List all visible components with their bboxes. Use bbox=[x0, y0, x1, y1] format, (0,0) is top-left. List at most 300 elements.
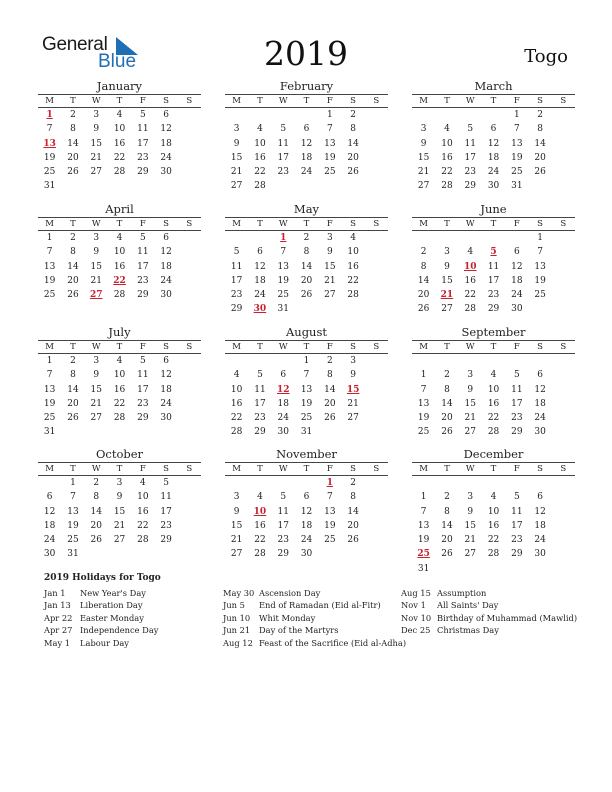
weekday-label: M bbox=[45, 342, 54, 352]
day-cell: 17 bbox=[511, 398, 523, 409]
holiday-date: Jun 21 bbox=[223, 625, 251, 636]
day-cell: 10 bbox=[113, 370, 126, 381]
day-cell: 6 bbox=[303, 492, 310, 503]
day-cell: 16 bbox=[254, 152, 266, 163]
day-cell: 12 bbox=[160, 247, 172, 258]
day-cell: 18 bbox=[160, 261, 172, 272]
day-cell: 10 bbox=[113, 247, 126, 258]
holiday-day-cell: 10 bbox=[253, 506, 267, 517]
day-cell: 7 bbox=[537, 247, 543, 258]
day-cell: 13 bbox=[43, 261, 56, 272]
empty-day-cell bbox=[248, 108, 271, 122]
day-cell: 12 bbox=[300, 506, 313, 517]
weekday-label: M bbox=[419, 464, 428, 474]
day-cell: 16 bbox=[113, 138, 126, 149]
day-cell: 3 bbox=[93, 356, 100, 366]
weekday-label: T bbox=[490, 96, 497, 106]
day-cell: 8 bbox=[326, 370, 333, 381]
day-cell: 3 bbox=[467, 492, 474, 503]
weekday-label: T bbox=[70, 464, 76, 474]
day-cell: 7 bbox=[420, 384, 427, 395]
holiday-date: Jun 5 bbox=[223, 600, 245, 611]
holiday-entry bbox=[44, 587, 230, 599]
holiday-date: Jun 10 bbox=[223, 612, 251, 623]
day-cell: 18 bbox=[160, 384, 172, 395]
empty-day-cell bbox=[482, 108, 505, 122]
month-name: January bbox=[96, 79, 143, 93]
day-cell: 26 bbox=[67, 290, 79, 301]
weekday-label: T bbox=[303, 342, 310, 352]
weekday-label: S bbox=[560, 96, 567, 106]
holiday-date: May 30 bbox=[223, 588, 255, 598]
day-cell: 11 bbox=[277, 506, 289, 517]
day-cell: 19 bbox=[277, 275, 289, 286]
day-cell: 19 bbox=[67, 520, 79, 531]
holiday-entry bbox=[401, 599, 587, 611]
day-cell: 11 bbox=[160, 492, 172, 503]
day-cell: 15 bbox=[417, 152, 430, 163]
weekday-label: T bbox=[490, 464, 497, 474]
holiday-date: Aug 15 bbox=[401, 588, 431, 598]
day-cell: 15 bbox=[113, 506, 126, 517]
day-cell: 23 bbox=[254, 413, 266, 424]
weekday-label: W bbox=[91, 96, 101, 106]
day-cell: 2 bbox=[537, 110, 543, 120]
weekday-label: S bbox=[537, 464, 543, 474]
day-cell: 30 bbox=[487, 181, 500, 192]
holiday-day-cell: 27 bbox=[89, 290, 103, 301]
day-cell: 29 bbox=[487, 304, 500, 315]
day-cell: 20 bbox=[67, 152, 79, 163]
weekday-label: S bbox=[163, 342, 169, 352]
day-cell: 19 bbox=[43, 275, 56, 286]
weekday-header bbox=[225, 94, 388, 108]
day-cell: 14 bbox=[67, 384, 79, 395]
weekday-label: F bbox=[139, 219, 146, 229]
day-cell: 3 bbox=[93, 110, 100, 120]
holiday-name: Feast of the Sacrifice (Eid al-Adha) bbox=[259, 637, 407, 648]
holiday-name: All Saints' Day bbox=[437, 600, 499, 611]
empty-day-cell bbox=[459, 354, 482, 368]
day-cell: 13 bbox=[511, 138, 523, 149]
weekday-label: S bbox=[186, 96, 193, 106]
day-cell: 17 bbox=[277, 152, 289, 163]
holiday-date: Nov 1 bbox=[401, 600, 426, 611]
empty-day-cell bbox=[435, 108, 458, 122]
weekday-label: W bbox=[465, 342, 475, 352]
holiday-name: Labour Day bbox=[80, 637, 129, 648]
weekday-label: S bbox=[186, 464, 193, 474]
day-cell: 30 bbox=[511, 304, 523, 315]
weekday-header bbox=[225, 217, 388, 231]
day-cell: 30 bbox=[43, 549, 56, 560]
day-cell: 18 bbox=[511, 275, 523, 286]
holiday-entry bbox=[223, 587, 409, 599]
holiday-name: New Year's Day bbox=[80, 588, 146, 598]
weekday-label: S bbox=[350, 342, 356, 352]
day-cell: 5 bbox=[513, 492, 520, 503]
day-cell: 18 bbox=[300, 152, 313, 163]
weekday-label: F bbox=[139, 464, 146, 474]
day-cell: 19 bbox=[300, 398, 313, 409]
day-cell: 3 bbox=[233, 124, 240, 135]
weekday-label: T bbox=[257, 464, 263, 474]
day-cell: 24 bbox=[160, 398, 172, 409]
day-cell: 21 bbox=[417, 167, 430, 178]
weekday-label: F bbox=[139, 96, 146, 106]
day-cell: 21 bbox=[347, 398, 359, 409]
day-cell: 2 bbox=[303, 233, 310, 243]
weekday-label: M bbox=[45, 464, 54, 474]
day-cell: 22 bbox=[254, 535, 266, 546]
day-cell: 7 bbox=[46, 124, 53, 135]
day-cell: 3 bbox=[420, 124, 427, 135]
day-cell: 13 bbox=[300, 384, 313, 395]
day-cell: 16 bbox=[230, 398, 243, 409]
day-cell: 29 bbox=[160, 535, 172, 546]
weekday-label: W bbox=[91, 219, 101, 229]
day-cell: 14 bbox=[90, 506, 102, 517]
weekday-label: S bbox=[560, 219, 567, 229]
day-cell: 25 bbox=[511, 167, 523, 178]
day-cell: 8 bbox=[70, 247, 76, 258]
weekday-label: S bbox=[537, 219, 543, 229]
day-cell: 29 bbox=[511, 427, 523, 438]
month-name: October bbox=[95, 447, 144, 461]
day-cell: 12 bbox=[534, 506, 546, 517]
empty-day-cell bbox=[248, 231, 271, 245]
empty-day-cell bbox=[505, 231, 528, 245]
day-cell: 5 bbox=[139, 233, 146, 243]
day-cell: 4 bbox=[139, 478, 146, 488]
day-cell: 16 bbox=[347, 261, 359, 272]
day-cell: 20 bbox=[67, 398, 79, 409]
day-cell: 19 bbox=[43, 152, 56, 163]
weekday-label: S bbox=[163, 96, 169, 106]
day-cell: 23 bbox=[137, 275, 149, 286]
day-cell: 26 bbox=[417, 304, 430, 315]
month-october bbox=[38, 447, 201, 562]
month-name: May bbox=[293, 202, 320, 216]
day-cell: 7 bbox=[303, 370, 310, 381]
day-cell: 24 bbox=[300, 167, 313, 178]
day-cell: 4 bbox=[116, 356, 123, 366]
weekday-label: F bbox=[326, 464, 333, 474]
day-cell: 1 bbox=[326, 110, 333, 120]
month-july bbox=[38, 325, 201, 440]
day-cell: 11 bbox=[511, 384, 523, 395]
month-march bbox=[412, 79, 575, 194]
holiday-date: Apr 27 bbox=[44, 625, 73, 636]
holiday-name: Whit Monday bbox=[259, 612, 316, 623]
day-cell: 15 bbox=[90, 384, 102, 395]
day-cell: 6 bbox=[513, 247, 520, 258]
empty-day-cell bbox=[435, 354, 458, 368]
weekday-header bbox=[38, 462, 201, 476]
day-cell: 2 bbox=[420, 247, 427, 258]
holiday-day-cell: 21 bbox=[440, 290, 454, 301]
empty-day-cell bbox=[435, 231, 458, 245]
weekday-label: S bbox=[373, 464, 380, 474]
day-cell: 20 bbox=[441, 535, 453, 546]
day-cell: 31 bbox=[417, 563, 430, 574]
day-cell: 8 bbox=[70, 124, 76, 135]
day-cell: 6 bbox=[46, 492, 53, 503]
day-cell: 2 bbox=[93, 478, 100, 488]
day-cell: 26 bbox=[90, 535, 102, 546]
month-name: June bbox=[480, 202, 507, 216]
month-november bbox=[225, 447, 388, 562]
day-cell: 9 bbox=[444, 261, 450, 272]
day-cell: 24 bbox=[160, 275, 172, 286]
day-cell: 11 bbox=[137, 247, 149, 258]
day-cell: 3 bbox=[93, 233, 100, 243]
empty-day-cell bbox=[505, 476, 528, 490]
weekday-header bbox=[412, 217, 575, 231]
day-cell: 3 bbox=[467, 370, 474, 381]
day-cell: 19 bbox=[417, 413, 430, 424]
day-cell: 4 bbox=[116, 110, 123, 120]
day-cell: 16 bbox=[487, 520, 500, 531]
day-cell: 30 bbox=[160, 167, 172, 178]
day-grid bbox=[38, 476, 201, 562]
day-cell: 13 bbox=[43, 384, 56, 395]
day-cell: 4 bbox=[490, 492, 497, 503]
day-cell: 27 bbox=[113, 535, 126, 546]
day-cell: 14 bbox=[534, 138, 546, 149]
day-cell: 13 bbox=[534, 261, 546, 272]
day-cell: 26 bbox=[347, 535, 359, 546]
empty-day-cell bbox=[225, 231, 248, 245]
day-cell: 14 bbox=[67, 138, 79, 149]
weekday-label: S bbox=[373, 219, 380, 229]
day-cell: 8 bbox=[93, 492, 100, 503]
holiday-date: Jan 1 bbox=[44, 588, 66, 598]
day-cell: 24 bbox=[511, 290, 523, 301]
day-cell: 21 bbox=[90, 398, 102, 409]
day-grid bbox=[412, 108, 575, 194]
day-cell: 11 bbox=[277, 138, 289, 149]
day-cell: 21 bbox=[464, 413, 476, 424]
day-cell: 21 bbox=[230, 535, 243, 546]
day-cell: 10 bbox=[113, 124, 126, 135]
day-cell: 5 bbox=[513, 370, 520, 381]
month-name: August bbox=[285, 325, 327, 339]
weekday-label: T bbox=[70, 342, 76, 352]
holiday-day-cell: 13 bbox=[43, 138, 56, 149]
day-cell: 1 bbox=[46, 356, 53, 366]
weekday-label: T bbox=[490, 342, 497, 352]
day-cell: 8 bbox=[537, 124, 543, 135]
day-cell: 4 bbox=[257, 492, 263, 503]
day-grid bbox=[412, 231, 575, 317]
weekday-label: T bbox=[116, 96, 123, 106]
day-cell: 1 bbox=[303, 356, 310, 366]
day-cell: 19 bbox=[324, 520, 336, 531]
day-cell: 13 bbox=[324, 506, 336, 517]
day-cell: 8 bbox=[444, 506, 450, 517]
weekday-label: W bbox=[91, 342, 101, 352]
day-cell: 29 bbox=[277, 549, 289, 560]
empty-day-cell bbox=[412, 108, 435, 122]
day-cell: 4 bbox=[444, 124, 450, 135]
weekday-label: T bbox=[257, 342, 263, 352]
day-cell: 7 bbox=[420, 506, 427, 517]
day-cell: 3 bbox=[350, 356, 356, 366]
day-cell: 17 bbox=[277, 520, 289, 531]
day-cell: 15 bbox=[324, 261, 336, 272]
day-grid bbox=[225, 231, 388, 317]
weekday-label: T bbox=[444, 464, 450, 474]
empty-day-cell bbox=[528, 476, 551, 490]
holiday-entry bbox=[223, 637, 409, 649]
weekday-label: S bbox=[163, 464, 169, 474]
month-name: March bbox=[474, 79, 513, 93]
day-cell: 25 bbox=[417, 427, 430, 438]
day-cell: 9 bbox=[233, 506, 240, 517]
weekday-label: S bbox=[560, 464, 567, 474]
day-cell: 1 bbox=[420, 492, 427, 503]
holiday-name: Assumption bbox=[437, 588, 487, 598]
day-cell: 16 bbox=[441, 152, 453, 163]
weekday-label: F bbox=[326, 342, 333, 352]
weekday-header bbox=[412, 462, 575, 476]
month-name: December bbox=[463, 447, 524, 461]
holiday-day-cell: 1 bbox=[280, 233, 287, 243]
weekday-label: S bbox=[537, 342, 543, 352]
day-cell: 6 bbox=[163, 233, 169, 243]
holiday-name: Christmas Day bbox=[437, 625, 499, 636]
day-cell: 9 bbox=[467, 384, 474, 395]
day-cell: 27 bbox=[230, 181, 243, 192]
day-cell: 31 bbox=[43, 181, 56, 192]
day-cell: 12 bbox=[300, 138, 313, 149]
day-cell: 14 bbox=[67, 261, 79, 272]
day-cell: 17 bbox=[137, 261, 149, 272]
day-cell: 9 bbox=[233, 138, 240, 149]
day-cell: 19 bbox=[324, 152, 336, 163]
day-cell: 27 bbox=[441, 304, 453, 315]
day-cell: 9 bbox=[326, 247, 333, 258]
day-cell: 23 bbox=[511, 535, 523, 546]
empty-day-cell bbox=[225, 476, 248, 490]
day-cell: 18 bbox=[534, 398, 546, 409]
day-cell: 11 bbox=[487, 261, 500, 272]
day-cell: 25 bbox=[43, 167, 56, 178]
day-cell: 31 bbox=[43, 427, 56, 438]
day-cell: 21 bbox=[90, 152, 102, 163]
weekday-label: M bbox=[419, 96, 428, 106]
day-cell: 18 bbox=[254, 275, 266, 286]
holiday-day-cell: 25 bbox=[417, 549, 430, 560]
weekday-label: M bbox=[419, 342, 428, 352]
day-cell: 30 bbox=[300, 549, 313, 560]
empty-day-cell bbox=[225, 354, 248, 368]
day-cell: 7 bbox=[46, 247, 53, 258]
holiday-day-cell: 10 bbox=[463, 261, 477, 272]
day-cell: 27 bbox=[464, 427, 476, 438]
day-cell: 6 bbox=[163, 110, 169, 120]
holiday-name: Ascension Day bbox=[259, 588, 321, 598]
day-cell: 25 bbox=[67, 535, 79, 546]
day-cell: 25 bbox=[324, 535, 336, 546]
day-cell: 13 bbox=[277, 261, 289, 272]
holidays-title: 2019 Holidays for Togo bbox=[44, 573, 161, 583]
day-cell: 7 bbox=[280, 247, 287, 258]
day-cell: 23 bbox=[464, 167, 476, 178]
day-cell: 10 bbox=[441, 138, 453, 149]
holiday-day-cell: 30 bbox=[253, 304, 267, 315]
day-cell: 21 bbox=[324, 275, 336, 286]
day-cell: 2 bbox=[444, 492, 450, 503]
holiday-date: May 1 bbox=[44, 637, 71, 648]
day-cell: 22 bbox=[441, 167, 453, 178]
weekday-label: T bbox=[444, 342, 450, 352]
weekday-label: M bbox=[419, 219, 428, 229]
day-cell: 29 bbox=[254, 427, 266, 438]
month-name: April bbox=[105, 202, 134, 216]
day-cell: 22 bbox=[487, 535, 500, 546]
day-cell: 3 bbox=[116, 478, 123, 488]
month-name: November bbox=[276, 447, 337, 461]
day-cell: 19 bbox=[43, 398, 56, 409]
day-cell: 17 bbox=[511, 520, 523, 531]
day-cell: 25 bbox=[534, 290, 546, 301]
day-cell: 26 bbox=[441, 427, 453, 438]
day-cell: 21 bbox=[464, 535, 476, 546]
weekday-header bbox=[38, 340, 201, 354]
day-cell: 6 bbox=[537, 370, 543, 381]
day-cell: 14 bbox=[347, 506, 359, 517]
month-august bbox=[225, 325, 388, 440]
day-grid bbox=[412, 354, 575, 440]
day-cell: 11 bbox=[137, 370, 149, 381]
day-cell: 28 bbox=[254, 549, 266, 560]
day-cell: 11 bbox=[464, 138, 476, 149]
day-cell: 25 bbox=[324, 167, 336, 178]
weekday-label: F bbox=[513, 219, 520, 229]
weekday-label: S bbox=[373, 96, 380, 106]
day-cell: 5 bbox=[257, 370, 263, 381]
day-cell: 16 bbox=[113, 384, 126, 395]
holiday-column bbox=[401, 587, 587, 637]
day-cell: 13 bbox=[67, 506, 79, 517]
day-cell: 4 bbox=[350, 233, 356, 243]
day-cell: 2 bbox=[444, 370, 450, 381]
day-cell: 24 bbox=[43, 535, 56, 546]
weekday-header bbox=[225, 462, 388, 476]
day-cell: 20 bbox=[441, 413, 453, 424]
day-cell: 8 bbox=[70, 370, 76, 381]
day-cell: 25 bbox=[43, 413, 56, 424]
weekday-label: W bbox=[91, 464, 101, 474]
empty-day-cell bbox=[459, 108, 482, 122]
day-cell: 11 bbox=[511, 506, 523, 517]
weekday-label: T bbox=[303, 464, 310, 474]
empty-day-cell bbox=[272, 476, 295, 490]
day-cell: 20 bbox=[347, 152, 359, 163]
weekday-label: W bbox=[465, 219, 475, 229]
weekday-label: T bbox=[444, 96, 450, 106]
day-cell: 29 bbox=[137, 167, 149, 178]
day-cell: 5 bbox=[467, 124, 474, 135]
day-cell: 27 bbox=[464, 549, 476, 560]
day-cell: 27 bbox=[90, 413, 102, 424]
weekday-label: W bbox=[278, 342, 288, 352]
empty-day-cell bbox=[412, 231, 435, 245]
weekday-label: T bbox=[116, 342, 123, 352]
day-cell: 17 bbox=[487, 275, 500, 286]
